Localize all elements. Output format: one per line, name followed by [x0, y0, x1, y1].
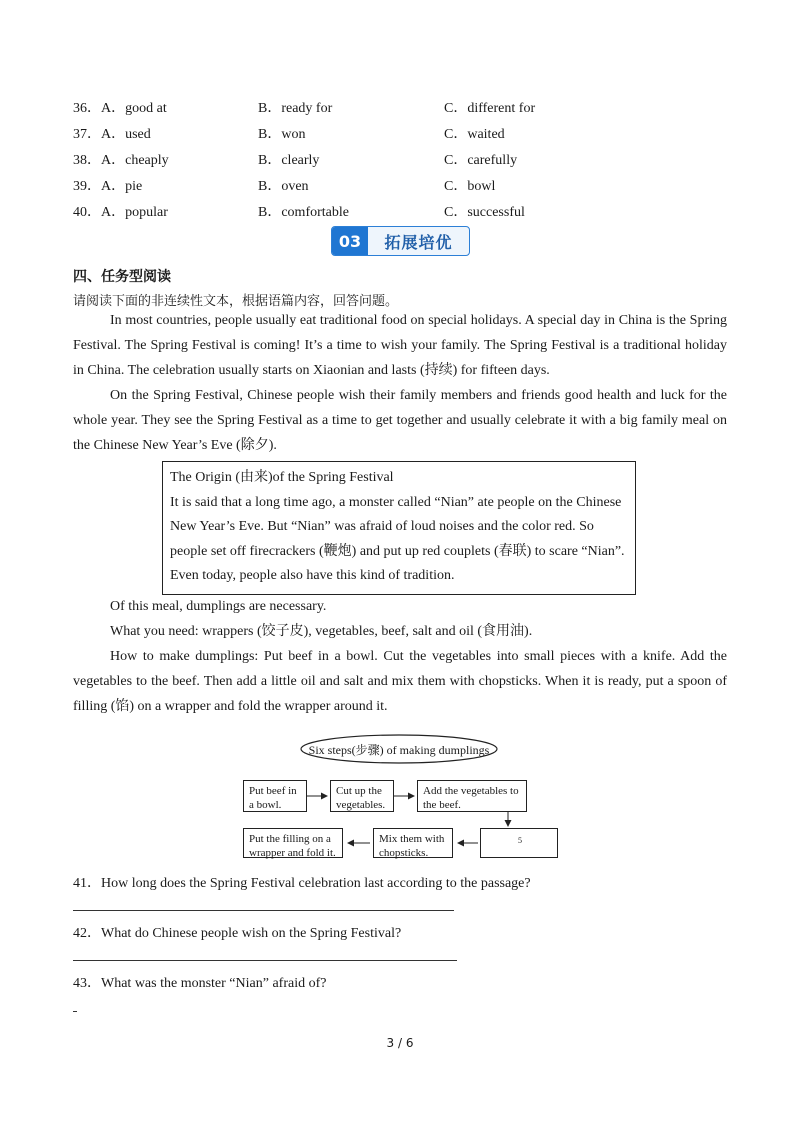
- badge-number: 03: [332, 227, 368, 255]
- question-43: 43．What was the monster “Nian” afraid of?: [73, 976, 327, 991]
- option-40-b: B．comfortable: [258, 205, 349, 220]
- answer-line-41[interactable]: [73, 910, 454, 911]
- option-37-b: B．won: [258, 127, 306, 142]
- origin-text: It is said that a long time ago, a monster called “Nian” ate people on the Chinese New Year’s Eve. But “Nian” was afraid of loud noises and the color red. So people set off firecrackers (鞭炮) and put up red couplets (春联) to scare “Nian”. Even today, people also have this kind of tradition.: [170, 494, 625, 583]
- answer-line-42[interactable]: [73, 960, 457, 961]
- page-number: 3 / 6: [386, 1036, 414, 1050]
- paragraph-4: What you need: wrappers (饺子皮), vegetables, beef, salt and oil (食用油).: [110, 624, 533, 639]
- diagram-title: Six steps(步骤) of making dumplings: [308, 743, 490, 757]
- option-38-b: B．clearly: [258, 153, 320, 168]
- option-39-c: C．bowl: [444, 179, 496, 194]
- option-39-b: B．oven: [258, 179, 309, 194]
- option-39-a: 39．A．pie: [73, 179, 143, 194]
- step-4-number: 5: [518, 836, 522, 845]
- option-37-a: 37．A．used: [73, 127, 151, 142]
- option-36-b: B．ready for: [258, 101, 333, 116]
- paragraph-2: On the Spring Festival, Chinese people wish their family members and friends good health and luck for the whole year. They see the Spring Festival as a time to get together and usually celebrate it with a big family meal on the Chinese New Year’s Eve (除夕).: [73, 388, 727, 453]
- option-38-c: C．carefully: [444, 153, 518, 168]
- paragraph-3: Of this meal, dumplings are necessary.: [110, 599, 327, 614]
- option-38-a: 38．A．cheaply: [73, 153, 169, 168]
- badge-label: 拓展培优: [384, 232, 453, 252]
- step-2-box: Cut up the vegetables.: [330, 780, 394, 812]
- option-40-a: 40．A．popular: [73, 205, 168, 220]
- section-instruction: 请阅读下面的非连续性文本，根据语篇内容，回答问题。: [73, 294, 399, 309]
- section-title: 四、任务型阅读: [73, 269, 171, 285]
- origin-title: The Origin (由来)of the Spring Festival: [170, 470, 394, 485]
- step-1-box: Put beef in a bowl.: [243, 780, 307, 812]
- step-4-box: [480, 828, 558, 858]
- step-6-box: Put the filling on a wrapper and fold it.: [243, 828, 343, 858]
- step-5-box: Mix them with chopsticks.: [373, 828, 453, 858]
- option-36-c: C．different for: [444, 101, 536, 116]
- option-40-c: C．successful: [444, 205, 525, 220]
- option-37-c: C．waited: [444, 127, 505, 142]
- question-42: 42．What do Chinese people wish on the Spring Festival?: [73, 926, 402, 941]
- question-41: 41．How long does the Spring Festival celebration last according to the passage?: [73, 876, 531, 891]
- paragraph-5: How to make dumplings: Put beef in a bowl. Cut the vegetables into small pieces with a knife. Add the vegetables to the beef. Then add a little oil and salt and mix them with chopsticks. When it is ready, put a spoon of filling (馅) on a wrapper and fold the wrapper around it.: [73, 649, 727, 714]
- paragraph-1: In most countries, people usually eat traditional food on special holidays. A special day in China is the Spring Festival. The Spring Festival is coming! It’s a time to wish your family. The Spring Festival is a traditional holiday in China. The celebration usually starts on Xiaonian and lasts (持续) for fifteen days.: [73, 313, 727, 378]
- option-36-a: 36．A．good at: [73, 101, 167, 116]
- answer-line-43[interactable]: [73, 1011, 77, 1012]
- step-3-box: Add the vegetables to the beef.: [417, 780, 527, 812]
